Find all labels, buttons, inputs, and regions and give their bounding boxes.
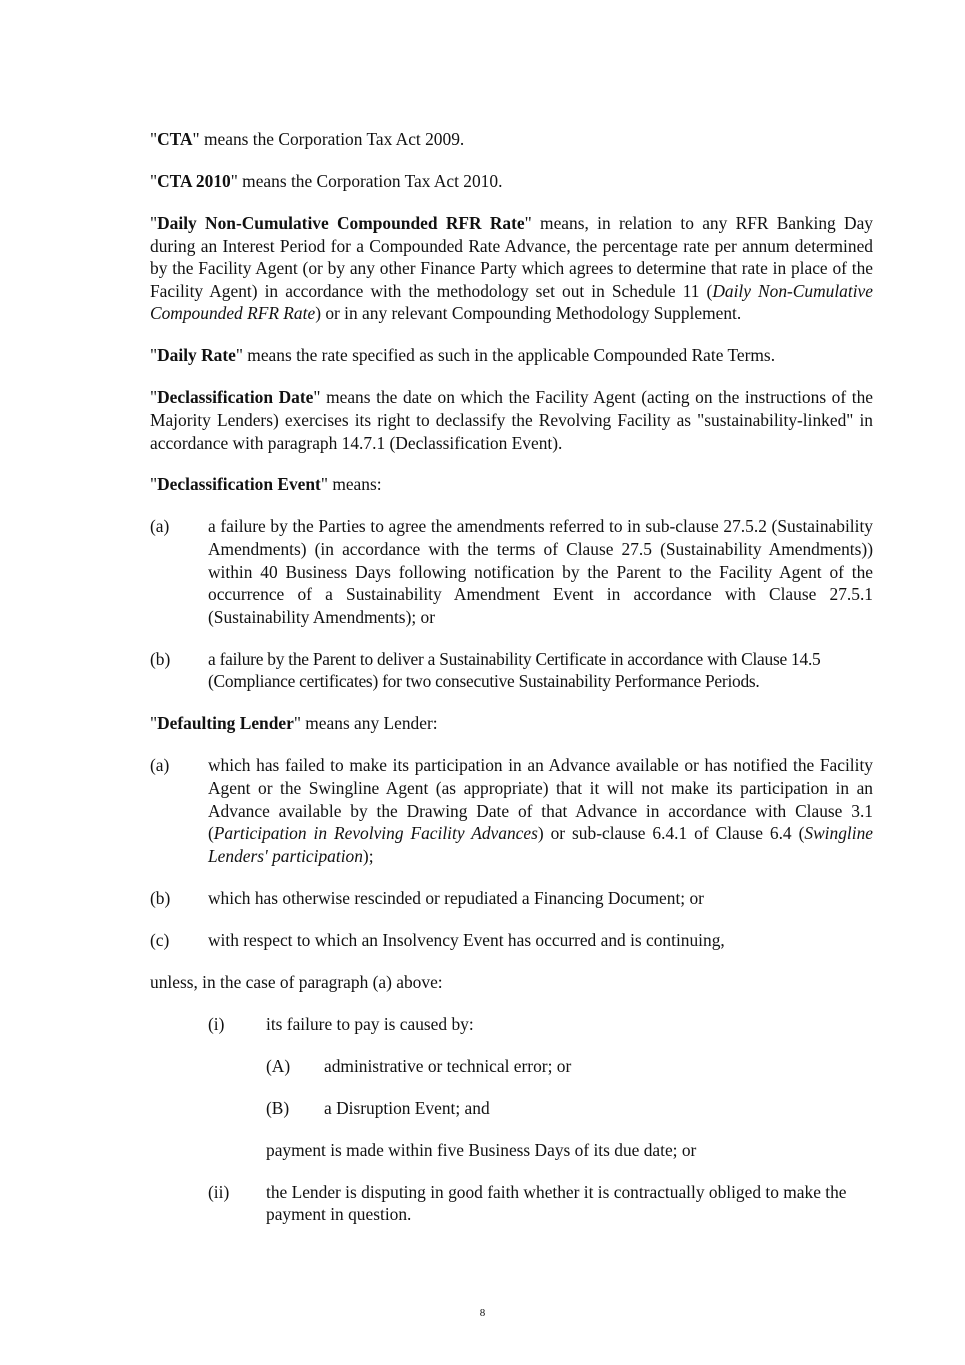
item-label: (i) [208,1013,225,1034]
list-item [150,648,873,693]
payment-paragraph: payment is made within five Business Days of its due date; or [266,1139,697,1160]
item-label: (a) [150,755,170,776]
unless-paragraph: unless, in the case of paragraph (a) above: [150,971,443,992]
definition-text: means the rate specified as such in the applicable Compounded Rate Terms. [242,345,776,366]
definition-declassification-date: "Declassification Date" means the date on which the Facility Agent (acting on the instructions of the Majority Lenders) exercises its right to declassify the Revolving Facility as "sustainability-linked" in accordance with paragraph 14.7.1 (Declassification Event). [150,387,874,453]
item-label: (B) [266,1097,290,1118]
list-item [150,929,873,952]
item-label: (a) [150,516,170,537]
definition-defaulting-lender: "Defaulting Lender" means any Lender: [150,713,438,734]
item-text: a failure by the Parties to agree the amendments referred to in sub-clause 27.5.2 (Sustainability Amendments) (in accordance with the terms of Clause 27.5 (Sustainability Amendments)) within 40 Business Days following notification by the Parent to the Facility Agent of the occurrence of a Sustainability Amendment Event in accordance with Clause 27.5.1 (Sustainability Amendments); or [208,516,873,627]
definition-text: means: [327,474,382,495]
document-page [150,128,873,1245]
defined-term: CTA 2010 [157,170,231,191]
item-text-part: which has failed to make its participation in an Advance available or has notified the Facility Agent or the Swingline Agent (as appropriate) that it will not make its participation in an Advance available by the Drawing Date of that Advance in accordance with Clause 3.1 ( [208,755,873,844]
item-label: (b) [150,648,171,669]
list-item [150,1181,873,1226]
item-text: a failure by the Parent to deliver a Sustainability Certificate in accordance with Clause 14.5 (Compliance certificates) for two consecutive Sustainability Performance Periods. [208,648,821,692]
item-text-part: ) or sub-clause 6.4.1 of Clause 6.4 ( [537,823,805,844]
list-item [150,515,873,628]
item-text-part: ); [362,845,374,866]
cross-reference: Swingline Lenders' participation [208,823,873,866]
defined-term: Declassification Event [157,474,321,495]
definition-cta-2010: "CTA 2010" means the Corporation Tax Act 2010. [150,170,503,191]
definition-declassification-event: "Declassification Event" means: [150,474,382,495]
definition-daily-non-cumulative-compounded-rfr-rate: "Daily Non-Cumulative Compounded RFR Rate" means, in relation to any RFR Banking Day during an Interest Period for a Compounded Rate Advance, the percentage rate per annum determined by the Facility Agent (or by any other Finance Party which agrees to determine that rate in place of the Facility Agent) in accordance with the methodology set out in Schedule 11 (Daily Non-Cumulative Compounded RFR Rate) or in any relevant Compounding Methodology Supplement. [150,212,874,324]
item-text: which has otherwise rescinded or repudiated a Financing Document; or [208,887,704,908]
item-text: administrative or technical error; or [324,1055,572,1076]
definition-text: means the Corporation Tax Act 2009. [199,129,465,149]
definition-daily-rate: "Daily Rate" means the rate specified as such in the applicable Compounded Rate Terms. [150,345,776,366]
definition-cta: "CTA" means the Corporation Tax Act 2009. [150,129,465,149]
item-text: a Disruption Event; and [324,1097,490,1118]
item-label: (c) [150,929,170,950]
definition-text: means the date on which the Facility Agent (acting on the instructions of the Majority Lenders) exercises its right to declassify the Revolving Facility as "sustainability-linked" in accordance with paragraph 14.7.1 (Declassification Event). [150,387,874,453]
cross-reference: Daily Non-Cumulative Compounded RFR Rate [150,280,873,324]
page-number: 8 [479,1307,486,1319]
defined-term: Daily Rate [157,345,236,366]
item-text: the Lender is disputing in good faith whether it is contractually obliged to make the payment in question. [266,1181,847,1225]
item-label: (ii) [208,1181,230,1202]
list-item [150,754,873,867]
list-item [150,1013,873,1036]
defined-term: Defaulting Lender [157,713,294,734]
item-text: with respect to which an Insolvency Event has occurred and is continuing, [208,929,725,950]
item-text: its failure to pay is caused by: [266,1013,474,1034]
item-label: (b) [150,887,171,908]
defined-term: Daily Non-Cumulative Compounded RFR Rate [157,212,525,233]
definition-text: means the Corporation Tax Act 2010. [237,170,503,191]
definition-text: ) or in any relevant Compounding Methodology Supplement. [315,303,742,324]
item-label: (A) [266,1055,291,1076]
list-item [150,1055,873,1078]
list-item [150,1097,873,1120]
definition-text: means any Lender: [300,713,438,734]
defined-term: Declassification Date [157,387,314,408]
cross-reference: Participation in Revolving Facility Advances [213,823,538,844]
definition-text: means, in relation to any RFR Banking Day during an Interest Period for a Compounded Rate Advance, the percentage rate per annum determined by the Facility Agent (or by any other Finance Party which agrees to determine that rate in place of the Facility Agent) in accordance with the methodology set out in Schedule 11 ( [150,212,874,301]
defined-term: CTA [157,129,193,149]
list-item [150,887,873,910]
item-text [208,754,873,867]
